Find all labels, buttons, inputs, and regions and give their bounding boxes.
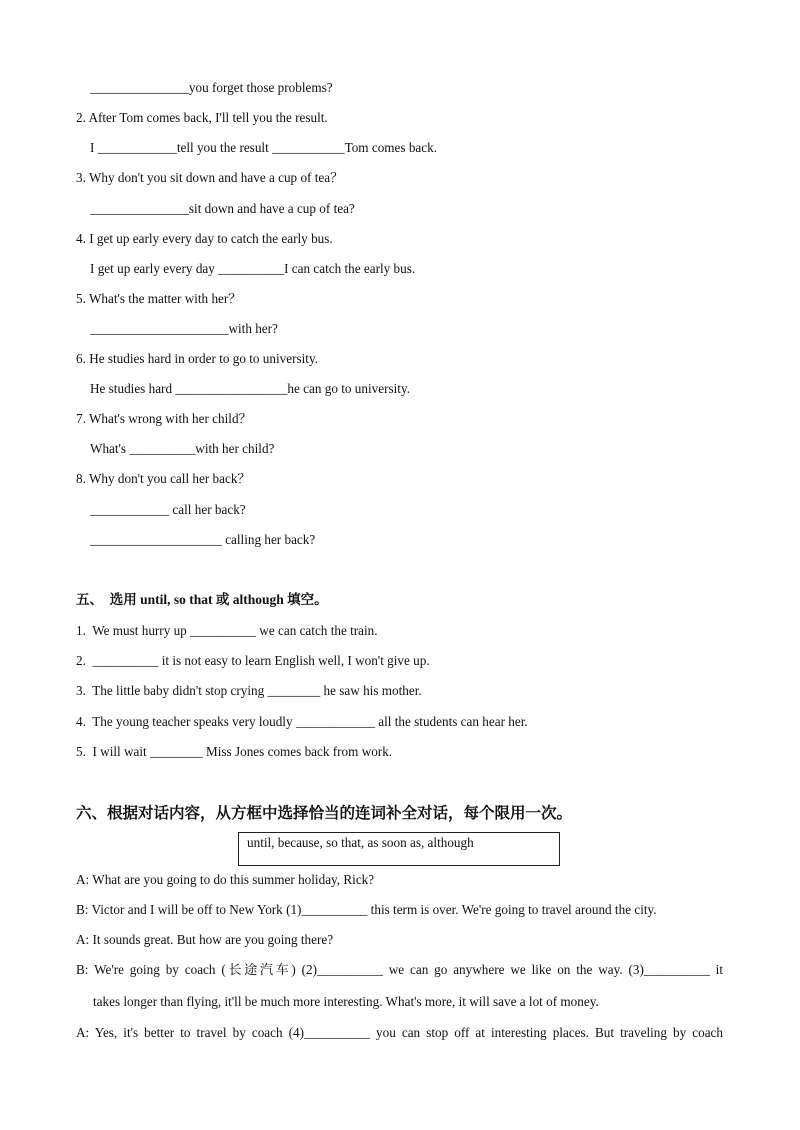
s4-line-2: 2. After Tom comes back, I'll tell you the result. (76, 110, 328, 125)
section-5-heading: 五、 选用 until, so that 或 although 填空。 (76, 592, 328, 607)
dialogue-line-6: A: Yes, it's better to travel by coach (4)__________ you can stop off at interesting places. But traveling by coach (76, 1025, 723, 1040)
s5-item-3: 3. The little baby didn't stop crying ________ he saw his mother. (76, 683, 422, 698)
s4-line-5: _______________sit down and have a cup of tea? (90, 201, 355, 216)
s5-item-2: 2. __________ it is not easy to learn English well, I won't give up. (76, 653, 430, 668)
dialogue-line-4: B: We're going by coach (长途汽车) (2)__________ we can go anywhere we like on the way. (3)__________ it (76, 962, 723, 977)
dialogue-line-2: B: Victor and I will be off to New York (1)__________ this term is over. We're going to travel around the city. (76, 902, 657, 917)
dialogue-line-1: A: What are you going to do this summer holiday, Rick? (76, 872, 375, 887)
s5-item-1: 1. We must hurry up __________ we can catch the train. (76, 623, 378, 638)
s4-line-3: I ____________tell you the result ___________Tom comes back. (90, 140, 438, 155)
s4-line-6: 4. I get up early every day to catch the early bus. (76, 231, 333, 246)
s4-line-9: _____________________with her? (90, 321, 278, 336)
dialogue-line-3: A: It sounds great. But how are you going there? (76, 932, 334, 947)
s4-line-4: 3. Why don't you sit down and have a cup of tea？ (76, 170, 344, 185)
s5-item-5: 5. I will wait ________ Miss Jones comes back from work. (76, 744, 393, 759)
s4-line-13: What's __________with her child? (90, 441, 275, 456)
s4-line-10: 6. He studies hard in order to go to university. (76, 351, 318, 366)
s4-line-12: 7. What's wrong with her child？ (76, 411, 252, 426)
s4-line-7: I get up early every day __________I can catch the early bus. (90, 261, 416, 276)
s5-item-4: 4. The young teacher speaks very loudly ____________ all the students can hear her. (76, 714, 528, 729)
dialogue-line-5: takes longer than flying, it'll be much more interesting. What's more, it will save a lot of money. (93, 994, 599, 1009)
s4-line-11: He studies hard _________________he can go to university. (90, 381, 410, 396)
s4-line-14: 8. Why don't you call her back？ (76, 471, 251, 486)
s4-line-1: _______________you forget those problems? (90, 80, 333, 95)
s4-line-16: ____________________ calling her back? (90, 532, 316, 547)
s4-line-8: 5. What's the matter with her？ (76, 291, 242, 306)
section-6-heading: 六、根据对话内容，从方框中选择恰当的连词补全对话，每个限用一次。 (76, 804, 573, 822)
word-box-text: until, because, so that, as soon as, although (247, 835, 474, 850)
word-box (238, 832, 560, 866)
s4-line-15: ____________ call her back? (90, 502, 246, 517)
